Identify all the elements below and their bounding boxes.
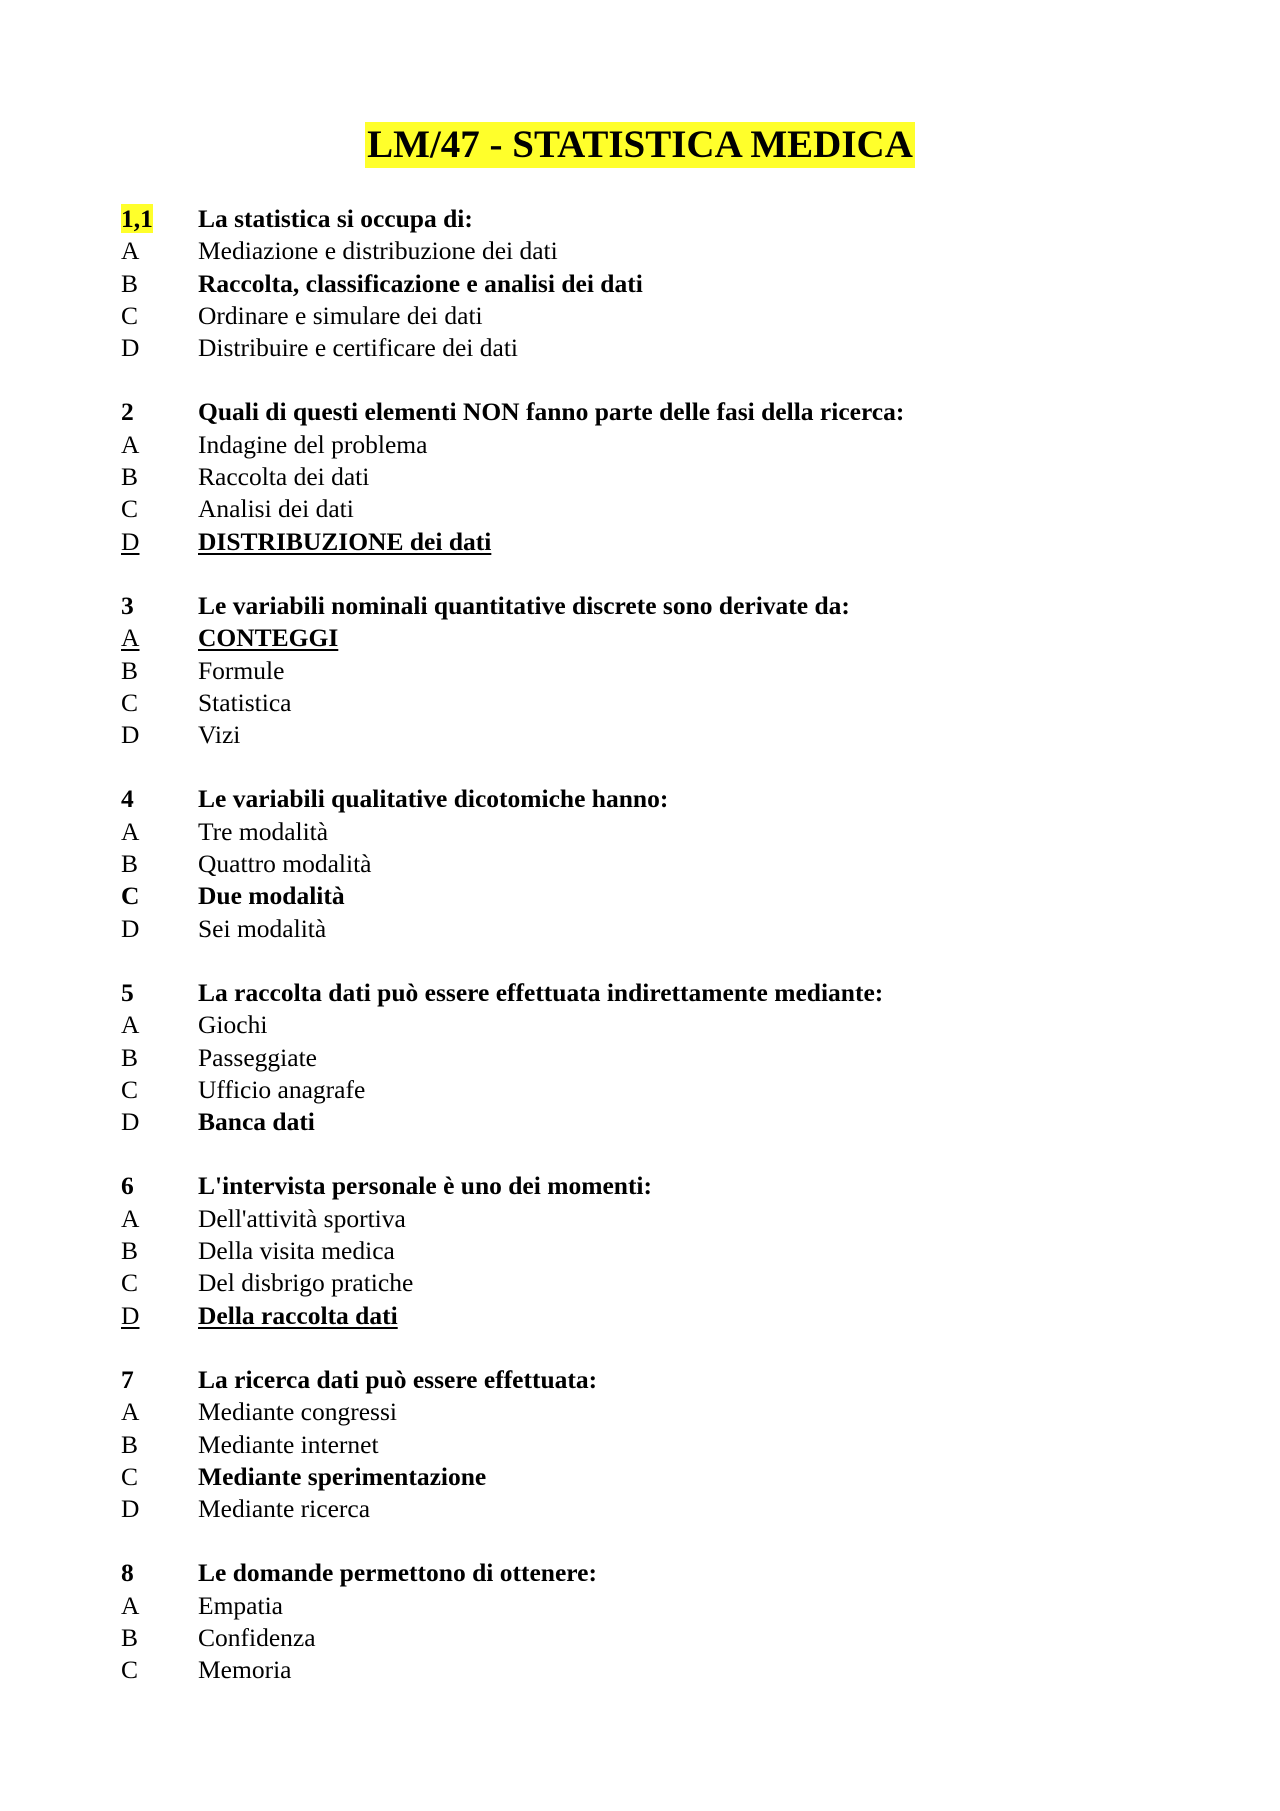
option-letter: A — [121, 816, 140, 846]
option-text: Distribuire e certificare dei dati — [198, 333, 519, 363]
option-text: Giochi — [198, 1010, 268, 1040]
title-wrap — [0, 122, 1280, 168]
question-1 — [121, 203, 1181, 364]
option-text: Passeggiate — [198, 1042, 317, 1072]
question-text: Le variabili qualitative dicotomiche hanno: — [198, 784, 669, 814]
option-text: Vizi — [198, 720, 241, 750]
question-header — [121, 396, 1181, 428]
option-letter: B — [121, 268, 139, 298]
option-text: Indagine del problema — [198, 429, 428, 459]
question-number: 4 — [121, 784, 134, 814]
question-8 — [121, 1557, 1181, 1686]
option-text: Mediazione e distribuzione dei dati — [198, 236, 558, 266]
option-text: Memoria — [198, 1655, 292, 1685]
option-a — [121, 1203, 1181, 1235]
option-text: Della raccolta dati — [198, 1300, 398, 1330]
question-text: L'intervista personale è uno dei momenti: — [198, 1171, 653, 1201]
question-header — [121, 1170, 1181, 1202]
option-b — [121, 1622, 1181, 1654]
option-b — [121, 848, 1181, 880]
option-d — [121, 913, 1181, 945]
option-a — [121, 1396, 1181, 1428]
question-7 — [121, 1364, 1181, 1525]
option-b — [121, 1042, 1181, 1074]
option-text: Tre modalità — [198, 816, 329, 846]
question-number: 8 — [121, 1558, 134, 1588]
option-text: Mediante congressi — [198, 1397, 397, 1427]
option-letter: D — [121, 1300, 140, 1330]
option-letter: B — [121, 1042, 139, 1072]
question-number: 1,1 — [121, 204, 153, 233]
option-letter: C — [121, 1461, 139, 1491]
option-b — [121, 655, 1181, 687]
option-d-answer — [121, 526, 1181, 558]
option-text: Ordinare e simulare dei dati — [198, 300, 483, 330]
page-title: LM/47 - STATISTICA MEDICA — [367, 123, 913, 166]
option-letter: C — [121, 494, 139, 524]
option-text: Statistica — [198, 687, 292, 717]
option-letter: A — [121, 1010, 140, 1040]
option-text: Analisi dei dati — [198, 494, 354, 524]
option-c-answer — [121, 880, 1181, 912]
question-text: Quali di questi elementi NON fanno parte delle fasi della ricerca: — [198, 397, 905, 427]
option-text: Confidenza — [198, 1622, 316, 1652]
question-number: 2 — [121, 397, 134, 427]
option-letter: C — [121, 300, 139, 330]
option-letter: A — [121, 623, 140, 653]
option-text: Mediante ricerca — [198, 1494, 371, 1524]
option-text: DISTRIBUZIONE dei dati — [198, 526, 492, 556]
question-3 — [121, 590, 1181, 751]
option-text: Ufficio anagrafe — [198, 1074, 366, 1104]
option-a — [121, 1009, 1181, 1041]
question-header — [121, 783, 1181, 815]
option-letter: A — [121, 429, 140, 459]
option-letter: B — [121, 849, 139, 879]
option-letter: C — [121, 1268, 139, 1298]
question-5 — [121, 977, 1181, 1138]
option-c — [121, 687, 1181, 719]
option-letter: D — [121, 720, 140, 750]
option-text: Sei modalità — [198, 913, 327, 943]
option-text: Raccolta dei dati — [198, 462, 370, 492]
option-text: Della visita medica — [198, 1236, 395, 1266]
option-text: Mediante internet — [198, 1429, 379, 1459]
option-a — [121, 235, 1181, 267]
option-text: Del disbrigo pratiche — [198, 1268, 414, 1298]
option-letter: B — [121, 1622, 139, 1652]
option-letter: C — [121, 881, 140, 911]
question-header — [121, 590, 1181, 622]
option-letter: C — [121, 1655, 139, 1685]
question-text: La raccolta dati può essere effettuata indirettamente mediante: — [198, 977, 884, 1007]
option-letter: B — [121, 655, 139, 685]
question-text: La ricerca dati può essere effettuata: — [198, 1364, 598, 1394]
option-d — [121, 1493, 1181, 1525]
option-text: Banca dati — [198, 1107, 315, 1137]
option-b — [121, 1235, 1181, 1267]
option-d-answer — [121, 1106, 1181, 1138]
option-a — [121, 816, 1181, 848]
option-letter: D — [121, 1494, 140, 1524]
question-number: 6 — [121, 1171, 134, 1201]
option-letter: A — [121, 1590, 140, 1620]
question-header — [121, 977, 1181, 1009]
option-letter: D — [121, 333, 140, 363]
option-letter: A — [121, 1397, 140, 1427]
option-letter: C — [121, 687, 139, 717]
question-number: 7 — [121, 1364, 134, 1394]
option-c — [121, 1074, 1181, 1106]
option-letter: D — [121, 526, 140, 556]
option-text: Formule — [198, 655, 285, 685]
question-header — [121, 1557, 1181, 1589]
option-letter: A — [121, 236, 140, 266]
option-letter: A — [121, 1203, 140, 1233]
option-text: Due modalità — [198, 881, 345, 911]
option-letter: D — [121, 1107, 140, 1137]
question-header — [121, 203, 1181, 235]
option-text: Empatia — [198, 1590, 283, 1620]
question-number: 3 — [121, 590, 134, 620]
question-header — [121, 1364, 1181, 1396]
question-4 — [121, 783, 1181, 944]
option-b — [121, 1429, 1181, 1461]
option-c — [121, 1267, 1181, 1299]
option-letter: B — [121, 1429, 139, 1459]
option-a — [121, 429, 1181, 461]
option-d — [121, 332, 1181, 364]
question-number: 5 — [121, 977, 134, 1007]
option-letter: B — [121, 1236, 139, 1266]
option-text: Mediante sperimentazione — [198, 1461, 487, 1491]
option-b-answer — [121, 268, 1181, 300]
option-d — [121, 719, 1181, 751]
option-c-answer — [121, 1461, 1181, 1493]
option-c — [121, 493, 1181, 525]
option-text: Quattro modalità — [198, 849, 372, 879]
question-2 — [121, 396, 1181, 557]
question-text: Le variabili nominali quantitative discrete sono derivate da: — [198, 590, 850, 620]
option-letter: D — [121, 913, 140, 943]
question-text: La statistica si occupa di: — [198, 204, 473, 233]
option-c — [121, 1654, 1181, 1686]
option-text: Raccolta, classificazione e analisi dei dati — [198, 268, 643, 298]
option-text: Dell'attività sportiva — [198, 1203, 406, 1233]
option-letter: B — [121, 462, 139, 492]
option-b — [121, 461, 1181, 493]
option-a-answer — [121, 622, 1181, 654]
option-text: CONTEGGI — [198, 623, 339, 653]
question-text: Le domande permettono di ottenere: — [198, 1558, 597, 1588]
option-a — [121, 1590, 1181, 1622]
option-d-answer — [121, 1300, 1181, 1332]
option-c — [121, 300, 1181, 332]
question-6 — [121, 1170, 1181, 1331]
questions-list — [121, 203, 1181, 1719]
option-letter: C — [121, 1074, 139, 1104]
